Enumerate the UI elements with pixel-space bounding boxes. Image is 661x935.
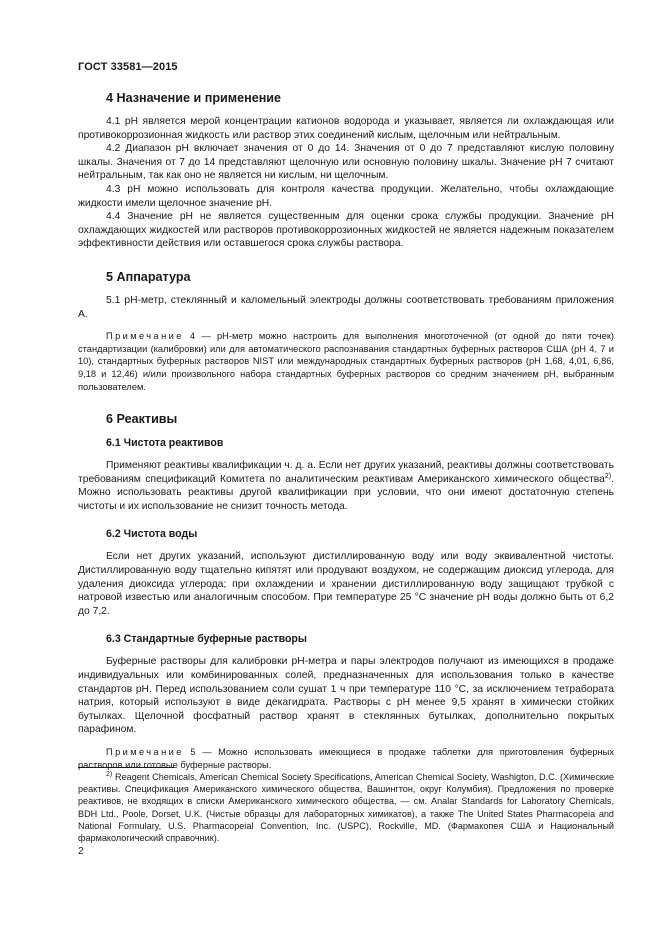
footnote-2 <box>78 771 614 844</box>
note-5-text: 5 — Можно использовать имеющиеся в продаже таблетки для приготовления буферных растворов или готовые буферные растворы. <box>78 747 614 770</box>
note-5-label: Примечание <box>106 747 184 757</box>
subsection-6-3-heading: 6.3 Стандартные буферные растворы <box>106 633 307 646</box>
note-4 <box>78 330 614 393</box>
paragraph-6-1-text-b: . Можно использовать реактивы другой квалификации при условии, что они имеют достаточную степень чистоты и их использование не снизит точность метода. <box>78 473 614 512</box>
paragraph-4-3: 4.3 pH можно использовать для контроля качества продукции. Желательно, чтобы охлаждающие жидкости имели щелочное значение pH. <box>78 183 614 209</box>
page-number: 2 <box>78 845 84 857</box>
document-body <box>78 90 614 771</box>
note-4-label: Примечание <box>106 331 184 342</box>
footnote-divider <box>78 767 174 768</box>
paragraph-6-2: Если нет других указаний, используют дистиллированную воду или воду эквивалентной чистоты. Дистиллированную воду тщательно кипятят или продувают воздухом, не содержащим диоксид углерода, для удаления диоксида углерода; при охлаждении и хранении дистиллированную воду защищают трубкой с натровой известью или аналогичным способом. При температуре 25 °С значение pH воды должно быть от 6,2 до 7,2. <box>78 551 614 617</box>
subsection-6-2-heading: 6.2 Чистота воды <box>106 528 198 541</box>
footnote-ref-2[interactable]: 2) <box>604 472 612 480</box>
paragraph-5-1: 5.1 pH-метр, стеклянный и каломельный электроды должны соответствовать требованиям приложения А. <box>78 294 614 320</box>
paragraph-4-4: 4.4 Значение pH не является существенным для оценки срока службы продукции. Значение pH охлаждающих жидкостей или растворов противокоррозионных жидкостей не является надежным показателем эффективности действия или оставшегося срока службы раствора. <box>78 211 614 250</box>
note-4-text: 4 — pH-метр можно настроить для выполнения многоточечной (от одной до пяти точек) стандартизации (калибровки) или для автоматического распознавания стандартных буферных растворов США (pH 4, 7 и 10), стандартных буферных растворов NIST или международных стандартных буферных растворов (pH 1,68, 4,01, 6,86, 9,18 и 12,46) и/или произвольного набора стандартных буферных растворов со средним значением pH, выбранным пользователем. <box>78 331 614 392</box>
paragraph-4-2: 4.2 Диапазон pH включает значения от 0 до 14. Значения от 0 до 7 представляют кислую половину шкалы. Значения от 7 до 14 представляют щелочную или основную половину шкалы. Значение pH 7 считают нейтральным, так как оно не является ни кислым, ни щелочным. <box>78 143 614 182</box>
footnote <box>78 771 614 844</box>
paragraph-6-1 <box>78 459 614 513</box>
section-6-heading: 6 Реактивы <box>106 412 178 427</box>
section-4-heading: 4 Назначение и применение <box>106 91 282 105</box>
footnote-mark: 2) <box>106 771 113 778</box>
section-5-heading: 5 Аппаратура <box>106 269 191 284</box>
paragraph-6-3: Буферные растворы для калибровки pH-метра и пары электродов получают из имеющихся в продаже индивидуальных или комбинированных солей, предназначенных для использования только в качестве стандартов pH. Перед использованием соли сушат 1 ч при температуре 110 °С, за исключением тетрабората натрия, который используют в виде декагидрата. Растворы с pH менее 9,5 хранят в химически стойких бутылках. Щелочной фосфатный раствор хранят в стеклянных бутылках, дополнительно покрытых парафином. <box>78 656 614 736</box>
footnote-2-text: Reagent Chemicals, American Chemical Society Specifications, American Chemical Society, Washigton, D.C. (Химические реактивы. Спецификация Американского химического общества, Вашингтон, округ Колумбия). Предложения по проверке реактивов, не входящих в списки Американского химического общества, — см. Analar Standards for Laboratory Chemicals, BDH Ltd., Poole, Dorset, U.K. (Чистые образцы для лабораторных химикатов), а также The United States Pharmacopeia and National Formulary, U.S. Pharmacopeial Convention, Inc. (USPC), Rockville, MD. (Фармакопея США и Национальный фармакологический справочник). <box>78 772 614 844</box>
paragraph-6-1-text-a: Применяют реактивы квалификации ч. д. а. Если нет других указаний, реактивы должны соответствовать требованиям спецификаций Комитета по аналитическим реактивам Американского химического общества <box>78 460 614 485</box>
subsection-6-1-heading: 6.1 Чистота реактивов <box>106 437 224 450</box>
paragraph-4-1: 4.1 pH является мерой концентрации катионов водорода и указывает, является ли охлаждающая или противокоррозионная жидкость или раствор этих соединений кислым, щелочным или нейтральным. <box>78 116 614 141</box>
document-header: ГОСТ 33581—2015 <box>78 61 178 73</box>
